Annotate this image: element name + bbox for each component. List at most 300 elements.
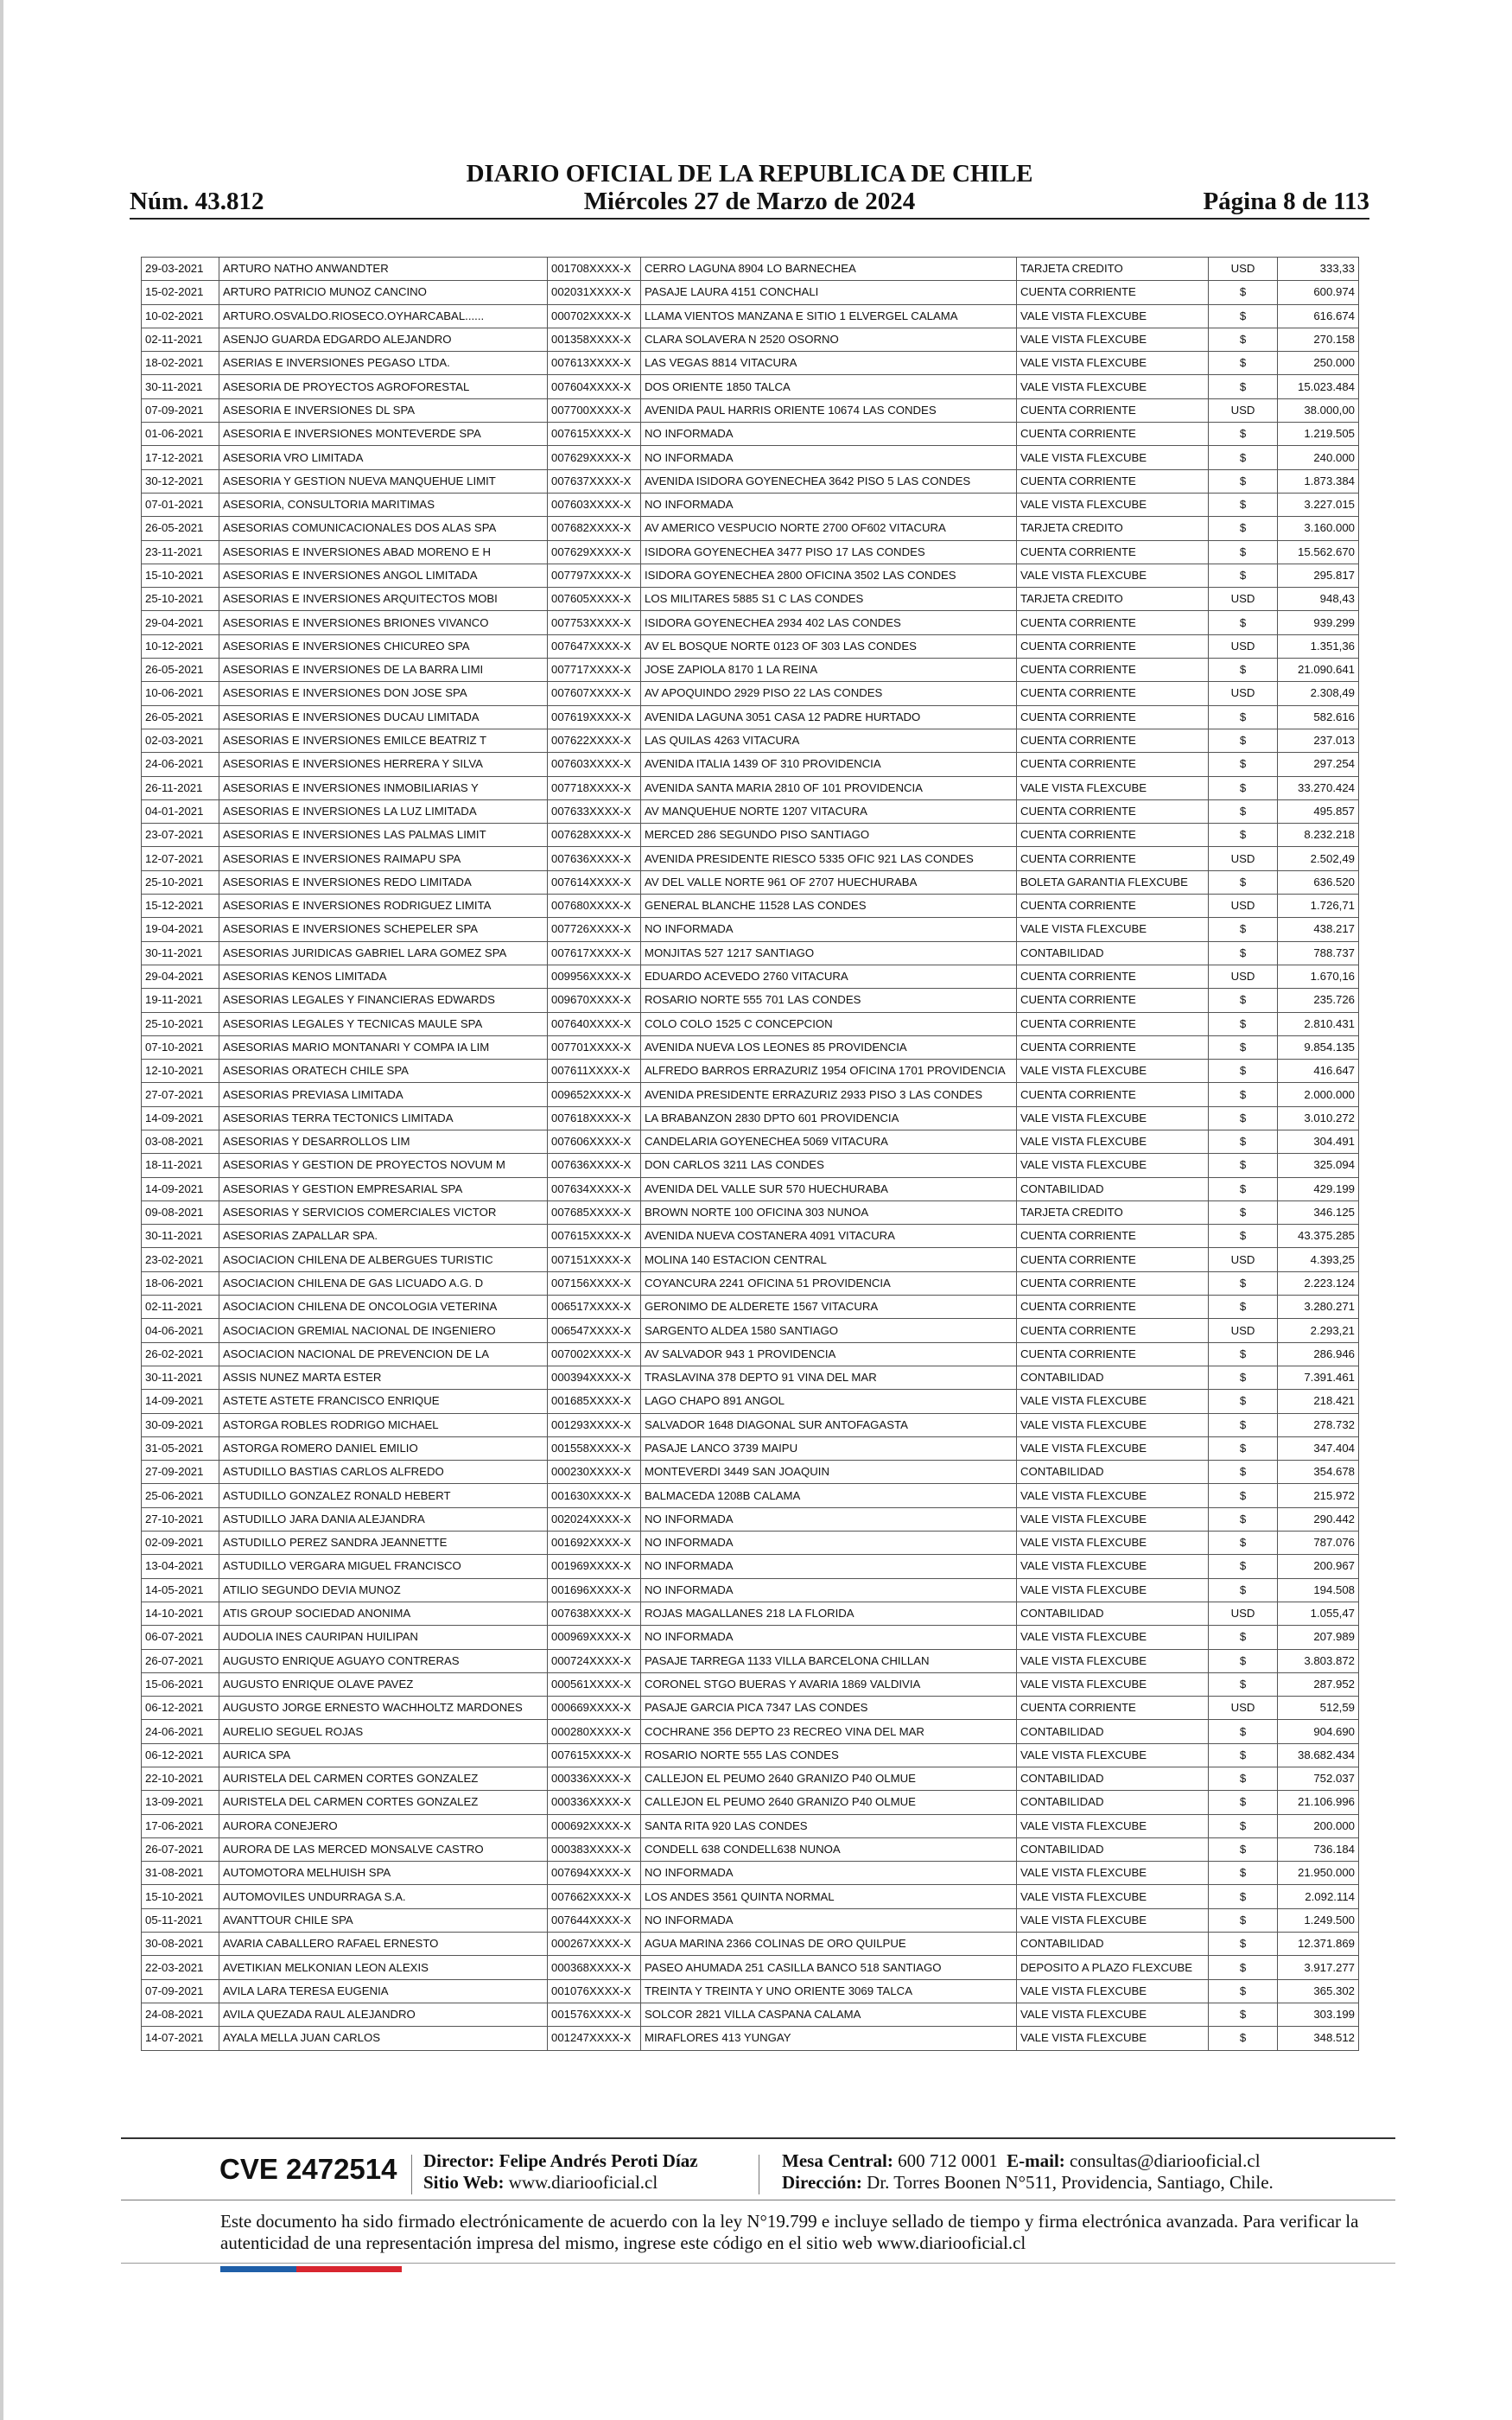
registry-table-container (141, 257, 1358, 2091)
rut-cell: 001358XXXX-X (548, 328, 641, 351)
amount-cell: 21.106.996 (1278, 1791, 1359, 1814)
date-cell: 30-11-2021 (142, 1225, 219, 1248)
rut-cell: 007629XXXX-X (548, 540, 641, 564)
rut-cell: 007614XXXX-X (548, 870, 641, 894)
date-cell: 14-09-2021 (142, 1106, 219, 1130)
currency-cell: $ (1209, 352, 1278, 375)
product-cell: VALE VISTA FLEXCUBE (1017, 1532, 1209, 1555)
address-cell: NO INFORMADA (641, 423, 1017, 446)
product-cell: CONTABILIDAD (1017, 1720, 1209, 1743)
name-cell: AURORA CONEJERO (219, 1814, 548, 1837)
flag-stripe (220, 2266, 402, 2272)
product-cell: BOLETA GARANTIA FLEXCUBE (1017, 870, 1209, 894)
table-row (142, 1012, 1359, 1035)
address-cell: AVENIDA PRESIDENTE RIESCO 5335 OFIC 921 LAS CONDES (641, 847, 1017, 870)
amount-cell: 582.616 (1278, 705, 1359, 729)
name-cell: ASTETE ASTETE FRANCISCO ENRIQUE (219, 1390, 548, 1413)
table-row (142, 1083, 1359, 1106)
name-cell: ASESORIAS COMUNICACIONALES DOS ALAS SPA (219, 517, 548, 540)
product-cell: CUENTA CORRIENTE (1017, 1012, 1209, 1035)
mesa-value: 600 712 0001 (898, 2150, 998, 2171)
address-cell: AV MANQUEHUE NORTE 1207 VITACURA (641, 799, 1017, 823)
rut-cell: 007629XXXX-X (548, 446, 641, 469)
date-cell: 04-01-2021 (142, 799, 219, 823)
product-cell: CUENTA CORRIENTE (1017, 469, 1209, 493)
rut-cell: 007636XXXX-X (548, 1154, 641, 1177)
name-cell: ASESORIAS E INVERSIONES RAIMAPU SPA (219, 847, 548, 870)
name-cell: ASENJO GUARDA EDGARDO ALEJANDRO (219, 328, 548, 351)
address-cell: SANTA RITA 920 LAS CONDES (641, 1814, 1017, 1837)
rut-cell: 007636XXXX-X (548, 847, 641, 870)
amount-cell: 2.502,49 (1278, 847, 1359, 870)
table-row (142, 705, 1359, 729)
amount-cell: 438.217 (1278, 918, 1359, 941)
amount-cell: 7.391.461 (1278, 1366, 1359, 1389)
currency-cell: $ (1209, 1791, 1278, 1814)
amount-cell: 287.952 (1278, 1672, 1359, 1696)
name-cell: ASESORIAS LEGALES Y FINANCIERAS EDWARDS (219, 989, 548, 1012)
address-cell: MERCED 286 SEGUNDO PISO SANTIAGO (641, 824, 1017, 847)
name-cell: ASESORIAS E INVERSIONES EMILCE BEATRIZ T (219, 729, 548, 752)
currency-cell: $ (1209, 1413, 1278, 1436)
table-row (142, 398, 1359, 422)
date-cell: 10-12-2021 (142, 634, 219, 658)
product-cell: CUENTA CORRIENTE (1017, 1319, 1209, 1342)
currency-cell: USD (1209, 588, 1278, 611)
name-cell: ASESORIA, CONSULTORIA MARITIMAS (219, 493, 548, 516)
rut-cell: 007726XXXX-X (548, 918, 641, 941)
date-cell: 14-07-2021 (142, 2027, 219, 2050)
amount-cell: 495.857 (1278, 799, 1359, 823)
product-cell: VALE VISTA FLEXCUBE (1017, 1390, 1209, 1413)
date-cell: 15-12-2021 (142, 895, 219, 918)
rut-cell: 009956XXXX-X (548, 965, 641, 988)
table-row (142, 1720, 1359, 1743)
footer-divider (411, 2155, 412, 2194)
date-cell: 31-05-2021 (142, 1436, 219, 1460)
table-row (142, 1461, 1359, 1484)
date-cell: 15-10-2021 (142, 1885, 219, 1908)
table-row (142, 659, 1359, 682)
date-cell: 29-03-2021 (142, 258, 219, 281)
date-cell: 24-06-2021 (142, 1720, 219, 1743)
product-cell: CONTABILIDAD (1017, 1791, 1209, 1814)
name-cell: ASESORIA E INVERSIONES DL SPA (219, 398, 548, 422)
amount-cell: 1.249.500 (1278, 1908, 1359, 1932)
amount-cell: 616.674 (1278, 304, 1359, 328)
product-cell: DEPOSITO A PLAZO FLEXCUBE (1017, 1956, 1209, 1979)
product-cell: CONTABILIDAD (1017, 1933, 1209, 1956)
product-cell: CUENTA CORRIENTE (1017, 729, 1209, 752)
product-cell: VALE VISTA FLEXCUBE (1017, 1672, 1209, 1696)
address-cell: PASEO AHUMADA 251 CASILLA BANCO 518 SANTIAGO (641, 1956, 1017, 1979)
product-cell: CUENTA CORRIENTE (1017, 895, 1209, 918)
name-cell: ASESORIAS Y GESTION EMPRESARIAL SPA (219, 1177, 548, 1200)
name-cell: ASERIAS E INVERSIONES PEGASO LTDA. (219, 352, 548, 375)
currency-cell: $ (1209, 517, 1278, 540)
date-cell: 22-03-2021 (142, 1956, 219, 1979)
product-cell: VALE VISTA FLEXCUBE (1017, 564, 1209, 587)
currency-cell: $ (1209, 799, 1278, 823)
rut-cell: 001558XXXX-X (548, 1436, 641, 1460)
table-row (142, 328, 1359, 351)
currency-cell: $ (1209, 1106, 1278, 1130)
mesa-label: Mesa Central: (782, 2150, 893, 2171)
rut-cell: 007680XXXX-X (548, 895, 641, 918)
currency-cell: USD (1209, 398, 1278, 422)
date-cell: 15-06-2021 (142, 1672, 219, 1696)
rut-cell: 000702XXXX-X (548, 304, 641, 328)
address-cell: NO INFORMADA (641, 1626, 1017, 1649)
date-cell: 26-02-2021 (142, 1342, 219, 1366)
date-cell: 02-11-2021 (142, 1296, 219, 1319)
name-cell: ASESORIA DE PROYECTOS AGROFORESTAL (219, 375, 548, 398)
rut-cell: 000724XXXX-X (548, 1649, 641, 1672)
product-cell: CUENTA CORRIENTE (1017, 1697, 1209, 1720)
address-cell: CLARA SOLAVERA N 2520 OSORNO (641, 328, 1017, 351)
table-row (142, 1319, 1359, 1342)
product-cell: CONTABILIDAD (1017, 1837, 1209, 1861)
date-cell: 06-12-2021 (142, 1697, 219, 1720)
name-cell: ASTUDILLO PEREZ SANDRA JEANNETTE (219, 1532, 548, 1555)
name-cell: ASOCIACION CHILENA DE GAS LICUADO A.G. D (219, 1271, 548, 1295)
table-row (142, 1979, 1359, 2003)
amount-cell: 8.232.218 (1278, 824, 1359, 847)
currency-cell: $ (1209, 1672, 1278, 1696)
name-cell: ATILIO SEGUNDO DEVIA MUNOZ (219, 1578, 548, 1602)
product-cell: VALE VISTA FLEXCUBE (1017, 1885, 1209, 1908)
address-cell: AVENIDA ISIDORA GOYENECHEA 3642 PISO 5 LAS CONDES (641, 469, 1017, 493)
name-cell: ASESORIAS TERRA TECTONICS LIMITADA (219, 1106, 548, 1130)
address-cell: AVENIDA PAUL HARRIS ORIENTE 10674 LAS CONDES (641, 398, 1017, 422)
amount-cell: 250.000 (1278, 352, 1359, 375)
name-cell: AUGUSTO ENRIQUE OLAVE PAVEZ (219, 1672, 548, 1696)
name-cell: ASESORIAS E INVERSIONES HERRERA Y SILVA (219, 753, 548, 776)
rut-cell: 007694XXXX-X (548, 1862, 641, 1885)
product-cell: CONTABILIDAD (1017, 1602, 1209, 1625)
address-cell: AV DEL VALLE NORTE 961 OF 2707 HUECHURABA (641, 870, 1017, 894)
table-row (142, 469, 1359, 493)
table-row (142, 1177, 1359, 1200)
amount-cell: 218.421 (1278, 1390, 1359, 1413)
currency-cell: $ (1209, 1296, 1278, 1319)
amount-cell: 325.094 (1278, 1154, 1359, 1177)
rut-cell: 007638XXXX-X (548, 1602, 641, 1625)
amount-cell: 1.055,47 (1278, 1602, 1359, 1625)
currency-cell: $ (1209, 1130, 1278, 1153)
name-cell: ASESORIAS E INVERSIONES LAS PALMAS LIMIT (219, 824, 548, 847)
product-cell: CUENTA CORRIENTE (1017, 611, 1209, 634)
amount-cell: 787.076 (1278, 1532, 1359, 1555)
table-row (142, 2027, 1359, 2050)
director-name: Felipe Andrés Peroti Díaz (499, 2150, 698, 2171)
product-cell: VALE VISTA FLEXCUBE (1017, 2003, 1209, 2026)
date-cell: 12-07-2021 (142, 847, 219, 870)
table-row (142, 918, 1359, 941)
name-cell: ASESORIAS E INVERSIONES REDO LIMITADA (219, 870, 548, 894)
address-cell: NO INFORMADA (641, 1908, 1017, 1932)
address-cell: PASAJE LAURA 4151 CONCHALI (641, 281, 1017, 304)
amount-cell: 1.219.505 (1278, 423, 1359, 446)
currency-cell: $ (1209, 1507, 1278, 1531)
date-cell: 03-08-2021 (142, 1130, 219, 1153)
table-row (142, 423, 1359, 446)
currency-cell: $ (1209, 1956, 1278, 1979)
address-cell: NO INFORMADA (641, 918, 1017, 941)
table-row (142, 1767, 1359, 1791)
table-row (142, 2003, 1359, 2026)
product-cell: CUENTA CORRIENTE (1017, 398, 1209, 422)
product-cell: VALE VISTA FLEXCUBE (1017, 493, 1209, 516)
product-cell: VALE VISTA FLEXCUBE (1017, 1106, 1209, 1130)
date-cell: 07-10-2021 (142, 1035, 219, 1059)
product-cell: CUENTA CORRIENTE (1017, 1248, 1209, 1271)
currency-cell: $ (1209, 304, 1278, 328)
amount-cell: 297.254 (1278, 753, 1359, 776)
date-cell: 10-06-2021 (142, 682, 219, 705)
currency-cell: $ (1209, 989, 1278, 1012)
amount-cell: 1.726,71 (1278, 895, 1359, 918)
table-row (142, 1060, 1359, 1083)
name-cell: AVANTTOUR CHILE SPA (219, 1908, 548, 1932)
currency-cell: $ (1209, 2027, 1278, 2050)
table-row (142, 870, 1359, 894)
rut-cell: 007662XXXX-X (548, 1885, 641, 1908)
address-cell: ROSARIO NORTE 555 701 LAS CONDES (641, 989, 1017, 1012)
address-cell: NO INFORMADA (641, 446, 1017, 469)
currency-cell: USD (1209, 1602, 1278, 1625)
rut-cell: 007151XXXX-X (548, 1248, 641, 1271)
table-row (142, 895, 1359, 918)
address-cell: NO INFORMADA (641, 1578, 1017, 1602)
amount-cell: 1.351,36 (1278, 634, 1359, 658)
address-cell: ISIDORA GOYENECHEA 3477 PISO 17 LAS CONDES (641, 540, 1017, 564)
table-row (142, 1366, 1359, 1389)
currency-cell: $ (1209, 1342, 1278, 1366)
date-cell: 23-11-2021 (142, 540, 219, 564)
date-cell: 13-04-2021 (142, 1555, 219, 1578)
currency-cell: $ (1209, 493, 1278, 516)
date-cell: 30-12-2021 (142, 469, 219, 493)
rut-cell: 002031XXXX-X (548, 281, 641, 304)
table-row (142, 1106, 1359, 1130)
currency-cell: $ (1209, 611, 1278, 634)
name-cell: ASESORIAS JURIDICAS GABRIEL LARA GOMEZ SPA (219, 941, 548, 965)
rut-cell: 007700XXXX-X (548, 398, 641, 422)
address-cell: CONDELL 638 CONDELL638 NUNOA (641, 1837, 1017, 1861)
product-cell: VALE VISTA FLEXCUBE (1017, 304, 1209, 328)
address-cell: CORONEL STGO BUERAS Y AVARIA 1869 VALDIVIA (641, 1672, 1017, 1696)
name-cell: ASTORGA ROBLES RODRIGO MICHAEL (219, 1413, 548, 1436)
table-row (142, 989, 1359, 1012)
currency-cell: USD (1209, 895, 1278, 918)
name-cell: AUTOMOVILES UNDURRAGA S.A. (219, 1885, 548, 1908)
amount-cell: 278.732 (1278, 1413, 1359, 1436)
address-cell: NO INFORMADA (641, 1555, 1017, 1578)
table-row (142, 1837, 1359, 1861)
amount-cell: 2.092.114 (1278, 1885, 1359, 1908)
rut-cell: 000383XXXX-X (548, 1837, 641, 1861)
date-cell: 19-04-2021 (142, 918, 219, 941)
table-row (142, 965, 1359, 988)
name-cell: ASESORIAS PREVIASA LIMITADA (219, 1083, 548, 1106)
address-cell: MONJITAS 527 1217 SANTIAGO (641, 941, 1017, 965)
date-cell: 30-11-2021 (142, 941, 219, 965)
date-cell: 04-06-2021 (142, 1319, 219, 1342)
date-cell: 26-05-2021 (142, 705, 219, 729)
product-cell: VALE VISTA FLEXCUBE (1017, 1626, 1209, 1649)
table-row (142, 634, 1359, 658)
address-cell: COYANCURA 2241 OFICINA 51 PROVIDENCIA (641, 1271, 1017, 1295)
name-cell: ASESORIAS E INVERSIONES DE LA BARRA LIMI (219, 659, 548, 682)
name-cell: ASTUDILLO VERGARA MIGUEL FRANCISCO (219, 1555, 548, 1578)
name-cell: ASESORIAS E INVERSIONES BRIONES VIVANCO (219, 611, 548, 634)
name-cell: ASESORIAS MARIO MONTANARI Y COMPA IA LIM (219, 1035, 548, 1059)
web-link[interactable]: www.diariooficial.cl (508, 2172, 658, 2193)
amount-cell: 240.000 (1278, 446, 1359, 469)
date-cell: 25-10-2021 (142, 588, 219, 611)
table-row (142, 1225, 1359, 1248)
address-cell: LAS VEGAS 8814 VITACURA (641, 352, 1017, 375)
amount-cell: 904.690 (1278, 1720, 1359, 1743)
table-row (142, 540, 1359, 564)
name-cell: ASESORIAS E INVERSIONES DUCAU LIMITADA (219, 705, 548, 729)
address-cell: COLO COLO 1525 C CONCEPCION (641, 1012, 1017, 1035)
address-cell: NO INFORMADA (641, 1507, 1017, 1531)
address-cell: NO INFORMADA (641, 1862, 1017, 1885)
name-cell: AVILA LARA TERESA EUGENIA (219, 1979, 548, 2003)
table-row (142, 1130, 1359, 1153)
address-cell: LOS MILITARES 5885 S1 C LAS CONDES (641, 588, 1017, 611)
product-cell: VALE VISTA FLEXCUBE (1017, 1908, 1209, 1932)
name-cell: AUDOLIA INES CAURIPAN HUILIPAN (219, 1626, 548, 1649)
name-cell: ASESORIAS LEGALES Y TECNICAS MAULE SPA (219, 1012, 548, 1035)
date-cell: 31-08-2021 (142, 1862, 219, 1885)
amount-cell: 416.647 (1278, 1060, 1359, 1083)
rut-cell: 007613XXXX-X (548, 352, 641, 375)
rut-cell: 007628XXXX-X (548, 824, 641, 847)
name-cell: ASESORIAS KENOS LIMITADA (219, 965, 548, 988)
amount-cell: 286.946 (1278, 1342, 1359, 1366)
address-cell: AVENIDA SANTA MARIA 2810 OF 101 PROVIDENCIA (641, 776, 1017, 799)
date-cell: 30-11-2021 (142, 375, 219, 398)
name-cell: AVARIA CABALLERO RAFAEL ERNESTO (219, 1933, 548, 1956)
address-cell: SALVADOR 1648 DIAGONAL SUR ANTOFAGASTA (641, 1413, 1017, 1436)
address-cell: MONTEVERDI 3449 SAN JOAQUIN (641, 1461, 1017, 1484)
rut-cell: 001576XXXX-X (548, 2003, 641, 2026)
product-cell: CUENTA CORRIENTE (1017, 1342, 1209, 1366)
currency-cell: $ (1209, 1083, 1278, 1106)
date-cell: 14-05-2021 (142, 1578, 219, 1602)
registry-table-body (142, 258, 1359, 2051)
currency-cell: $ (1209, 1177, 1278, 1200)
name-cell: AUTOMOTORA MELHUISH SPA (219, 1862, 548, 1885)
rut-cell: 007718XXXX-X (548, 776, 641, 799)
product-cell: CUENTA CORRIENTE (1017, 540, 1209, 564)
date-cell: 27-10-2021 (142, 1507, 219, 1531)
table-row (142, 1885, 1359, 1908)
address-cell: LAS QUILAS 4263 VITACURA (641, 729, 1017, 752)
table-row (142, 1956, 1359, 1979)
table-row (142, 1649, 1359, 1672)
address-cell: NO INFORMADA (641, 493, 1017, 516)
address-cell: GERONIMO DE ALDERETE 1567 VITACURA (641, 1296, 1017, 1319)
rut-cell: 001969XXXX-X (548, 1555, 641, 1578)
rut-cell: 000267XXXX-X (548, 1933, 641, 1956)
table-row (142, 1602, 1359, 1625)
rut-cell: 007797XXXX-X (548, 564, 641, 587)
amount-cell: 429.199 (1278, 1177, 1359, 1200)
name-cell: ASESORIA Y GESTION NUEVA MANQUEHUE LIMIT (219, 469, 548, 493)
address-label: Dirección: (782, 2172, 862, 2193)
registry-table (141, 257, 1359, 2051)
product-cell: CUENTA CORRIENTE (1017, 1225, 1209, 1248)
cve-code: CVE 2472514 (219, 2153, 397, 2185)
rut-cell: 007002XXXX-X (548, 1342, 641, 1366)
currency-cell: $ (1209, 1225, 1278, 1248)
amount-cell: 347.404 (1278, 1436, 1359, 1460)
product-cell: TARJETA CREDITO (1017, 1200, 1209, 1224)
amount-cell: 346.125 (1278, 1200, 1359, 1224)
currency-cell: $ (1209, 776, 1278, 799)
product-cell: CONTABILIDAD (1017, 1177, 1209, 1200)
date-cell: 05-11-2021 (142, 1908, 219, 1932)
name-cell: ASESORIAS E INVERSIONES SCHEPELER SPA (219, 918, 548, 941)
amount-cell: 636.520 (1278, 870, 1359, 894)
currency-cell: $ (1209, 2003, 1278, 2026)
product-cell: VALE VISTA FLEXCUBE (1017, 1814, 1209, 1837)
date-cell: 06-12-2021 (142, 1743, 219, 1767)
currency-cell: $ (1209, 1200, 1278, 1224)
date-cell: 10-02-2021 (142, 304, 219, 328)
currency-cell: $ (1209, 328, 1278, 351)
date-cell: 07-09-2021 (142, 398, 219, 422)
amount-cell: 12.371.869 (1278, 1933, 1359, 1956)
product-cell: VALE VISTA FLEXCUBE (1017, 352, 1209, 375)
table-row (142, 1154, 1359, 1177)
currency-cell: $ (1209, 1532, 1278, 1555)
table-row (142, 1271, 1359, 1295)
product-cell: CUENTA CORRIENTE (1017, 824, 1209, 847)
date-cell: 30-11-2021 (142, 1366, 219, 1389)
address-cell: TRASLAVINA 378 DEPTO 91 VINA DEL MAR (641, 1366, 1017, 1389)
amount-cell: 3.227.015 (1278, 493, 1359, 516)
address-cell: MOLINA 140 ESTACION CENTRAL (641, 1248, 1017, 1271)
name-cell: ASESORIAS Y GESTION DE PROYECTOS NOVUM M (219, 1154, 548, 1177)
email-link[interactable]: consultas@diariooficial.cl (1070, 2150, 1261, 2171)
address-cell: PASAJE GARCIA PICA 7347 LAS CONDES (641, 1697, 1017, 1720)
name-cell: AUGUSTO ENRIQUE AGUAYO CONTRERAS (219, 1649, 548, 1672)
rut-cell: 007753XXXX-X (548, 611, 641, 634)
table-row (142, 1672, 1359, 1696)
address-cell: JOSE ZAPIOLA 8170 1 LA REINA (641, 659, 1017, 682)
amount-cell: 2.293,21 (1278, 1319, 1359, 1342)
name-cell: AURORA DE LAS MERCED MONSALVE CASTRO (219, 1837, 548, 1861)
currency-cell: USD (1209, 634, 1278, 658)
rut-cell: 007682XXXX-X (548, 517, 641, 540)
date-cell: 18-06-2021 (142, 1271, 219, 1295)
address-cell: AV SALVADOR 943 1 PROVIDENCIA (641, 1342, 1017, 1366)
currency-cell: $ (1209, 564, 1278, 587)
table-row (142, 776, 1359, 799)
table-row (142, 1436, 1359, 1460)
rut-cell: 007615XXXX-X (548, 1225, 641, 1248)
table-row (142, 1296, 1359, 1319)
amount-cell: 1.873.384 (1278, 469, 1359, 493)
rut-cell: 001076XXXX-X (548, 1979, 641, 2003)
currency-cell: $ (1209, 1154, 1278, 1177)
date-cell: 06-07-2021 (142, 1626, 219, 1649)
